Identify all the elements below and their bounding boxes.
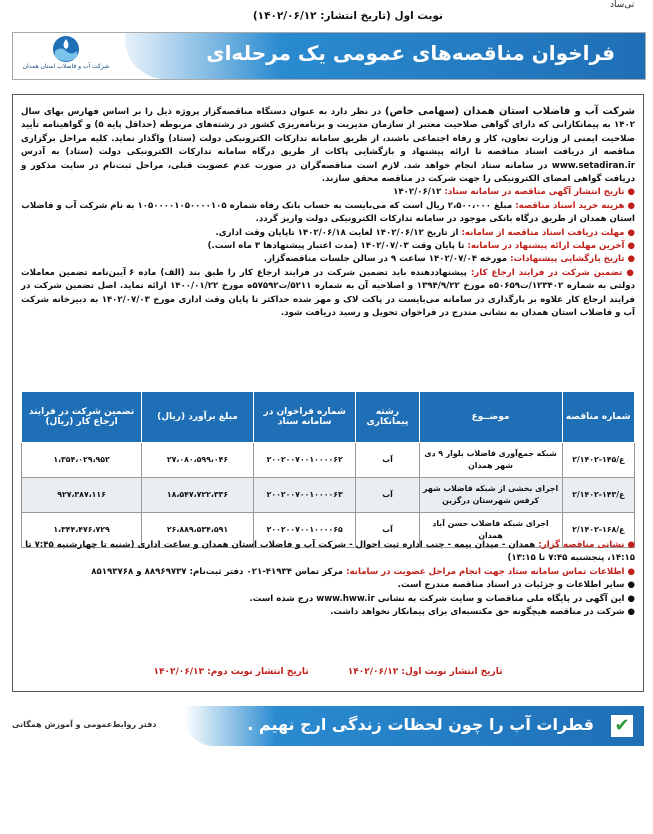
slogan: قطرات آب را چون لحظات زندگی ارج نهیم . [247, 715, 594, 734]
cell-estimate: ۲۶،۸۸۹،۵۳۴،۵۹۱ [142, 513, 254, 548]
publication-dates [13, 667, 643, 677]
slogan-band [184, 706, 644, 746]
header [12, 32, 646, 80]
bottom-bar [12, 706, 644, 746]
intro-text: در نظر دارد به عنوان دستگاه مناقصه‌گزار پروژه ذیل را بر اساس فهارس بهای سال ۱۴۰۲ به پیمانکارانی که دارای گواهی صلاحیت معتبر از سازمان مدیریت و برنامه‌ریزی کشور در رشته‌های مربوطه (حداقل پایه ۵) و گواهینامه تأیید صلاحیت ایمنی از وزارت تعاون، کار و رفاه اجتماعی باشند، از طریق سامانه تدارکات الکترونیکی دولت (ستاد) واگذار نماید. کلیه مراحل برگزاری مناقصه از دریافت اسناد مناقصه تا ارائه پیشنهاد و بازگشایی پاکات از طریق درگاه سامانه تدارکات الکترونیکی دولت (ستاد) به آدرس www.setadiran.ir در سامانه ستاد انجام خواهد شد. لازم است مناقصه‌گران در صورت عدم عضویت قبلی، مراحل ثبت‌نام در سایت مذکور و دریافت گواهی امضای الکترونیکی را جهت شرکت در مناقصه محقق سازند. [21, 107, 636, 185]
department-name: دفتر روابط‌عمومی و آموزش همگانی [12, 720, 157, 729]
col-header: مبلغ برآورد (ریال) [142, 392, 254, 443]
footer-info [21, 539, 635, 619]
cell-field: آب [356, 478, 419, 513]
note-item: ● سایر اطلاعات و جزئیات در اسناد مناقصه مندرج است. [397, 580, 635, 591]
note-item: ● این آگهی در پایگاه ملی مناقصات و سایت شرکت به نشانی www.hww.ir درج شده است. [249, 593, 635, 604]
company-name: شرکت آب و فاضلاب استان همدان (سهامی خاص) [384, 106, 635, 117]
publication-line: نوبت اول (تاریخ انتشار: ۱۴۰۲/۰۶/۱۲) [252, 10, 443, 22]
detail-item: ● تاریخ انتشار آگهی مناقصه در سامانه ستاد: ۱۴۰۲/۰۶/۱۲ [393, 187, 635, 198]
title-band [125, 33, 645, 79]
water-drop-logo-icon [50, 35, 82, 63]
cell-subject: اجرای شبکه فاضلاب حسن آباد همدان [419, 513, 562, 548]
cell-tender-no: ع/۱۴۳-۲/۱۴۰۲ [562, 478, 634, 513]
detail-item: ● مهلت دریافت اسناد مناقصه از سامانه: از تاریخ ۱۴۰۲/۰۶/۱۲ لغایت ۱۴۰۲/۰۶/۱۸ تاپایان وقت اداری. [215, 227, 635, 238]
logo-text: شرکت آب و فاضلاب استان همدان [22, 63, 110, 70]
announcement-body [12, 94, 644, 692]
cell-call-no: ۲۰۰۲۰۰۷۰۰۱۰۰۰۰۶۲ [253, 443, 356, 478]
col-header: رشته پیمانکاری [356, 392, 419, 443]
company-logo [21, 33, 111, 79]
date-first: تاریخ انتشار نوبت اول: ۱۴۰۲/۰۶/۱۲ [347, 667, 503, 677]
detail-item: ● آخرین مهلت ارائه پیشنهاد در سامانه: تا پایان وقت ۱۴۰۲/۰۷/۰۳ (مدت اعتبار پیشنهادها ۳ ماه است.) [207, 241, 635, 252]
address-line: ● نشانی مناقصه گزار: همدان - میدان بیمه - جنب اداره ثبت احوال - شرکت آب و فاضلاب استان همدان و ساعت اداری (شنبه تا چهارشنبه ۷:۴۵ تا ۱۴:۱۵، پنجشنبه ۷:۴۵ تا ۱۳:۱۵) [25, 540, 635, 564]
detail-item: ● تاریخ بازگشایی پیشنهادات: مورخه ۱۴۰۲/۰۷/۰۴ ساعت ۹ در سالن جلسات مناقصه‌گزار. [263, 254, 635, 265]
check-icon: ✔ [610, 714, 634, 738]
cell-estimate: ۲۷،۰۸۰،۵۹۹،۰۴۶ [142, 443, 254, 478]
cell-field: آب [356, 513, 419, 548]
contact-line: ● اطلاعات تماس سامانه ستاد جهت انجام مراحل عضویت در سامانه: مرکز تماس ۴۱۹۳۴-۰۲۱ دفتر ثبت‌نام: ۸۸۹۶۹۷۳۷ و ۸۵۱۹۳۷۶۸ [91, 566, 635, 577]
col-header: موضــوع [419, 392, 562, 443]
note-item: ● شرکت در مناقصه هیچگونه حق مکتسبه‌ای برای پیمانکار نخواهد داشت. [330, 607, 635, 618]
col-header: تضمین شرکت در فرایند ارجاع کار (ریال) [22, 392, 142, 443]
page-title: فراخوان مناقصه‌های عمومی یک مرحله‌ای [206, 41, 615, 65]
table-row [22, 443, 635, 478]
corner-text: نی‌ساد [610, 0, 635, 10]
tenders-table [21, 391, 635, 548]
detail-item: ● هزینه خرید اسناد مناقصه: مبلغ ۲،۵۰۰،۰۰۰ ریال است که می‌بایست به حساب بانک رفاه شماره ۱۰۵۰۰۰۰۱۰۵۰۰۰۰۱۰۵ به نام شرکت آب و فاضلاب استان همدان از طریق درگاه بانکی موجود در سامانه تدارکات الکترونیکی دولت واریز گردد. [21, 200, 635, 225]
cell-subject: شبکه جمع‌آوری فاضلاب بلوار ۹ دی شهر همدان [419, 443, 562, 478]
cell-call-no: ۲۰۰۲۰۰۷۰۰۱۰۰۰۰۶۵ [253, 513, 356, 548]
cell-tender-no: ع/۱۴۵-۲/۱۴۰۲ [562, 443, 634, 478]
cell-estimate: ۱۸،۵۴۷،۷۲۲،۳۳۶ [142, 478, 254, 513]
cell-subject: اجرای بخشی از شبکه فاضلاب شهر کرفس شهرستان درگزین [419, 478, 562, 513]
detail-item: ● تضمین شرکت در فرایند ارجاع کار: پیشنهاددهنده باید تضمین شرکت در فرایند ارجاع کار را طبق بند (الف) ماده ۶ آیین‌نامه تضمین معاملات دولتی به شماره ۱۲۳۴۰۲/ت۵۰۶۵۹ه مورخ ۱۳۹۴/۹/۲۲ و اصلاحیه آن به شماره ۵۲۱۱/ت۵۷۵۹۲ه مورخ ۱۴۰۰/۰۱/۲۲ ارائه نماید. اصل تضمین شرکت در فرایند ارجاع کار علاوه بر بارگذاری در سامانه می‌بایست در پاکت لاک و مهر شده حداکثر تا پایان وقت اداری مورخ ۱۴۰۲/۰۷/۰۳ به دبیرخانه شرکت آب و فاضلاب استان همدان به نشانی مندرج در فراخوان تحویل و رسید دریافت شود. [21, 267, 635, 319]
intro-paragraph [21, 105, 635, 186]
cell-guarantee: ۹۲۷،۳۸۷،۱۱۶ [22, 478, 142, 513]
date-second: تاریخ انتشار نوبت دوم: ۱۴۰۲/۰۶/۱۳ [153, 667, 309, 677]
cell-guarantee: ۱،۳۴۴،۴۷۶،۷۲۹ [22, 513, 142, 548]
cell-field: آب [356, 443, 419, 478]
details-list [21, 186, 635, 320]
table-row [22, 478, 635, 513]
table-header-row [22, 392, 635, 443]
cell-call-no: ۲۰۰۲۰۰۷۰۰۱۰۰۰۰۶۳ [253, 478, 356, 513]
col-header: شماره مناقصه [562, 392, 634, 443]
col-header: شماره فراخوان در سامانه ستاد [253, 392, 356, 443]
cell-tender-no: ع/۱۶۸-۲/۱۴۰۲ [562, 513, 634, 548]
cell-guarantee: ۱،۳۵۴،۰۲۹،۹۵۲ [22, 443, 142, 478]
